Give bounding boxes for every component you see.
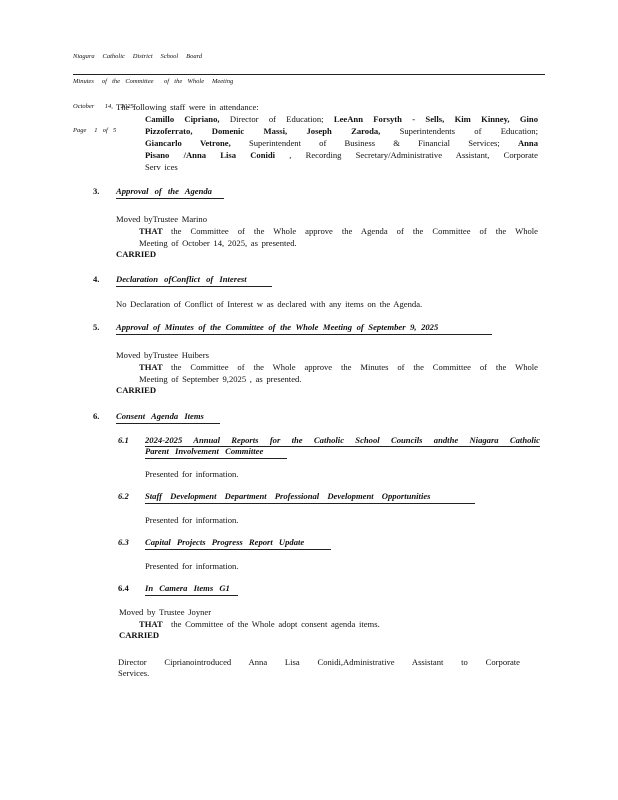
section-3-underline: [116, 198, 224, 199]
attendance-line-5: Serv ices: [145, 162, 178, 172]
header-divider: [73, 74, 545, 75]
attendee-name: Anna: [517, 138, 538, 148]
section-4-title: Declaration ofConflict of Interest: [116, 274, 247, 284]
attendee-name: Vetrone,: [199, 138, 231, 148]
item-6-2-number: 6.2: [118, 491, 129, 501]
attendee-role: Superintendents of Education;: [399, 126, 538, 136]
item-6-3-body: Presented for information.: [145, 561, 239, 571]
section-3-title: Approval of the Agenda: [116, 186, 212, 196]
attendee-name: Joseph: [306, 126, 332, 136]
header-page-number: Page 1 of 5: [73, 127, 117, 135]
attendee-name: Domenic: [211, 126, 245, 136]
section-3-motion-line-1: the Committee of the Whole approve the Agenda of the Committee of the Whole: [171, 226, 538, 236]
closing-line-1: Director Ciprianointroduced Anna Lisa Conidi,Administrative Assistant to Corporate: [118, 657, 520, 667]
section-5-number: 5.: [93, 322, 100, 332]
section-4-number: 4.: [93, 274, 100, 284]
item-6-1-title-line-1: 2024-2025 Annual Reports for the Catholic School Councils andthe Niagara Catholic: [145, 435, 540, 445]
attendee-name: Giancarlo: [145, 138, 182, 148]
attendee-names: LeeAnn Forsyth - Sells, Kim Kinney, Gino: [333, 114, 539, 124]
attendee-name: Massi,: [263, 126, 288, 136]
item-6-2-title: Staff Development Department Professional Development Opportunities: [145, 491, 431, 501]
attendee-name: Zaroda,: [351, 126, 381, 136]
item-6-4-title: In Camera Items G1: [145, 583, 230, 593]
item-6-3-title: Capital Projects Progress Report Update: [145, 537, 305, 547]
item-6-1-underline-2: [145, 458, 287, 459]
header-meeting-name: Minutes of the Committee of the Whole Meeting: [73, 78, 234, 86]
section-6-result: CARRIED: [119, 630, 160, 640]
item-6-1-number: 6.1: [118, 435, 129, 445]
section-5-title: Approval of Minutes of the Committee of the Whole Meeting of September 9, 2025: [116, 322, 439, 332]
closing-line-2: Services.: [118, 668, 150, 678]
section-3-number: 3.: [93, 186, 100, 196]
section-3-moved: Moved byTrustee Marino: [116, 214, 208, 224]
section-5-result: CARRIED: [116, 385, 157, 395]
attendance-line-2: [145, 125, 538, 137]
attendance-line-1: [145, 113, 538, 125]
section-4-body: No Declaration of Conflict of Interest w as declared with any items on the Agenda.: [116, 299, 423, 309]
section-5-moved: Moved byTrustee Huibers: [116, 350, 209, 360]
section-6-number: 6.: [93, 411, 100, 421]
item-6-2-body: Presented for information.: [145, 515, 239, 525]
section-5-motion-line-1: the Committee of the Whole approve the Minutes of the Committee of the Whole: [171, 362, 538, 372]
section-5-that: THAT: [139, 362, 163, 372]
section-3-result: CARRIED: [116, 249, 157, 259]
section-6-underline: [116, 423, 220, 424]
section-6-that: THAT: [139, 619, 163, 629]
attendance-line-3: [145, 137, 538, 149]
item-6-3-number: 6.3: [118, 537, 129, 547]
item-6-3-underline: [145, 549, 331, 550]
attendee-role: Superintendent of Business & Financial Services;: [248, 138, 500, 148]
attendee-name: Pizzoferrato,: [145, 126, 193, 136]
section-5-motion-line-2: Meeting of September 9,2025 , as presented.: [139, 374, 302, 384]
item-6-4-number: 6.4: [118, 583, 129, 593]
attendee-name: Pisano /Anna Lisa Conidi: [145, 150, 276, 160]
item-6-4-underline: [145, 595, 238, 596]
section-6-moved: Moved by Trustee Joyner: [119, 607, 212, 617]
section-6-title: Consent Agenda Items: [116, 411, 204, 421]
item-6-2-underline: [145, 503, 475, 504]
attendance-intro: The following staff were in attendance:: [116, 102, 259, 112]
attendance-line-4: [145, 149, 538, 161]
attendee-role: , Recording Secretary/Administrative Assistant, Corporate: [289, 150, 538, 160]
section-5-underline: [116, 334, 492, 335]
item-6-1-title-line-2: Parent Involvement Committee: [145, 446, 264, 456]
header-date: October 14, 2025: [73, 102, 134, 110]
section-3-motion-line-2: Meeting of October 14, 2025, as presented.: [139, 238, 297, 248]
attendee-name: Camillo Cipriano,: [145, 114, 220, 124]
attendee-role: Director of Education;: [229, 114, 334, 124]
section-4-underline: [116, 286, 272, 287]
section-3-that: THAT: [139, 226, 163, 236]
header-board-name: Niagara Catholic District School Board: [73, 53, 203, 61]
section-6-motion-line-1: the Committee of the Whole adopt consent agenda items.: [171, 619, 380, 629]
item-6-1-body: Presented for information.: [145, 469, 239, 479]
